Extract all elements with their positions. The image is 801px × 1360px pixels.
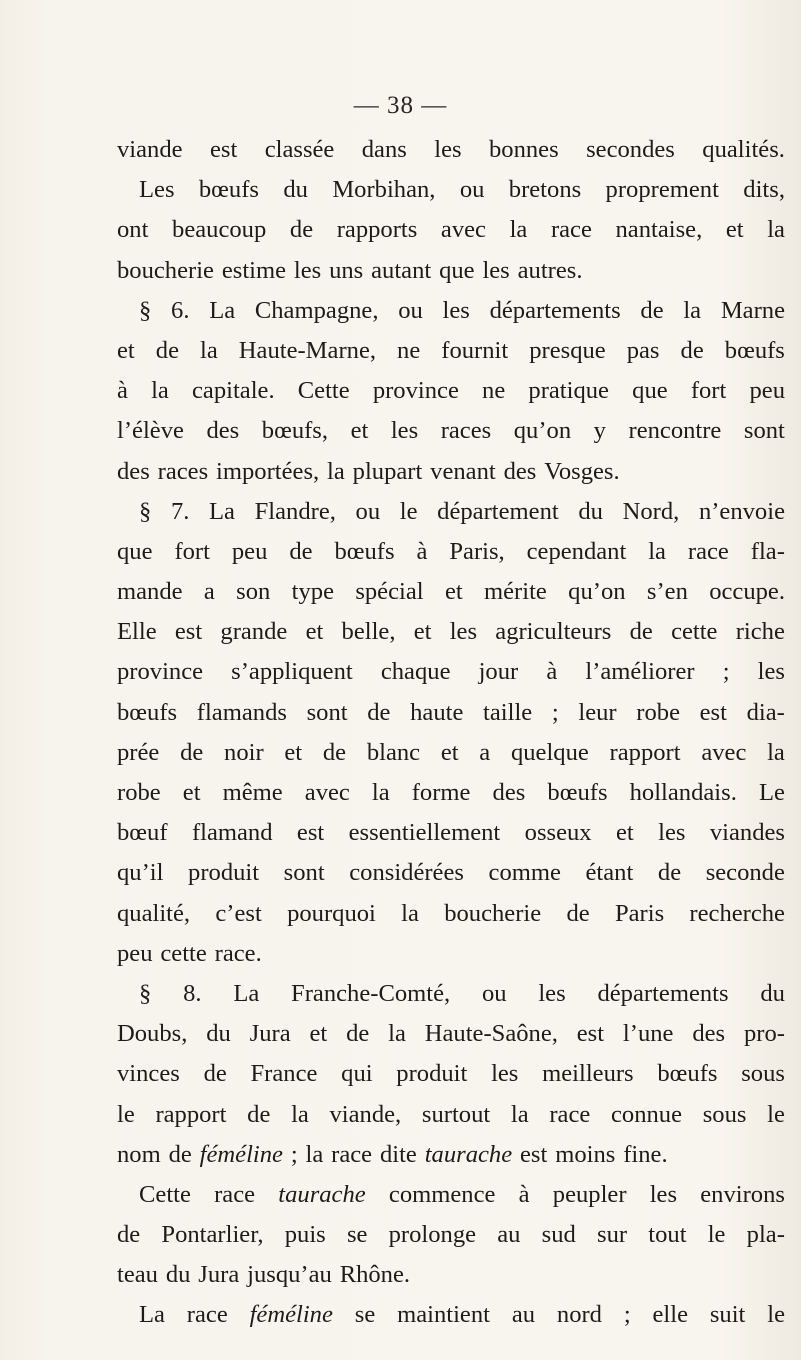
text-line: teau du Jura jusqu’au Rhône. bbox=[117, 1261, 411, 1289]
text-line: robe et même avec la forme des bœufs hollandais. Le bbox=[117, 779, 785, 806]
text-line: § 8. La Franche-Comté, ou les départements du bbox=[139, 979, 785, 1007]
text-line: et de la Haute-Marne, ne fournit presque pas de bœufs bbox=[117, 336, 785, 364]
text-line: Doubs, du Jura et de la Haute-Saône, est l’une des pro- bbox=[117, 1020, 785, 1048]
text-line: ont beaucoup de rapports avec la race nantaise, et la bbox=[117, 216, 785, 244]
text-line: § 6. La Champagne, ou les départements de la Marne bbox=[139, 296, 785, 324]
text-line: le rapport de la viande, surtout la race connue sous le bbox=[117, 1100, 785, 1128]
text-line: qu’il produit sont considérées comme étant de seconde bbox=[117, 859, 785, 887]
text-line: qualité, c’est pourquoi la boucherie de Paris recherche bbox=[117, 899, 785, 927]
text-line: que fort peu de bœufs à Paris, cependant la race fla- bbox=[117, 537, 785, 565]
page-number: — 38 — bbox=[353, 92, 448, 119]
text-line: de Pontarlier, puis se prolonge au sud sur tout le pla- bbox=[117, 1221, 785, 1249]
text-line: province s’appliquent chaque jour à l’améliorer ; les bbox=[117, 658, 785, 686]
text-line: l’élève des bœufs, et les races qu’on y rencontre sont bbox=[117, 417, 785, 445]
text-line: prée de noir et de blanc et a quelque rapport avec la bbox=[117, 738, 785, 766]
body-text bbox=[117, 130, 785, 1336]
text-line: Les bœufs du Morbihan, ou bretons proprement dits, bbox=[139, 176, 785, 204]
text-line: des races importées, la plupart venant des Vosges. bbox=[117, 457, 620, 485]
text-line: La race féméline se maintient au nord ; elle suit le bbox=[139, 1301, 785, 1329]
text-line: viande est classée dans les bonnes secondes qualités. bbox=[117, 136, 785, 163]
text-line: boucherie estime les uns autant que les autres. bbox=[117, 256, 583, 284]
text-line: vinces de France qui produit les meilleurs bœufs sous bbox=[117, 1060, 785, 1088]
text-line: Elle est grande et belle, et les agriculteurs de cette riche bbox=[117, 618, 785, 646]
text-line: bœufs flamands sont de haute taille ; leur robe est dia- bbox=[117, 698, 785, 726]
text-line: nom de féméline ; la race dite taurache est moins fine. bbox=[117, 1140, 668, 1168]
text-line: bœuf flamand est essentiellement osseux et les viandes bbox=[117, 819, 785, 847]
text-line: Cette race taurache commence à peupler les environs bbox=[139, 1180, 785, 1208]
text-line: à la capitale. Cette province ne pratique que fort peu bbox=[117, 377, 785, 405]
text-line: peu cette race. bbox=[117, 939, 262, 967]
text-line: § 7. La Flandre, ou le département du Nord, n’envoie bbox=[139, 497, 785, 525]
text-line: mande a son type spécial et mérite qu’on s’en occupe. bbox=[117, 578, 785, 606]
